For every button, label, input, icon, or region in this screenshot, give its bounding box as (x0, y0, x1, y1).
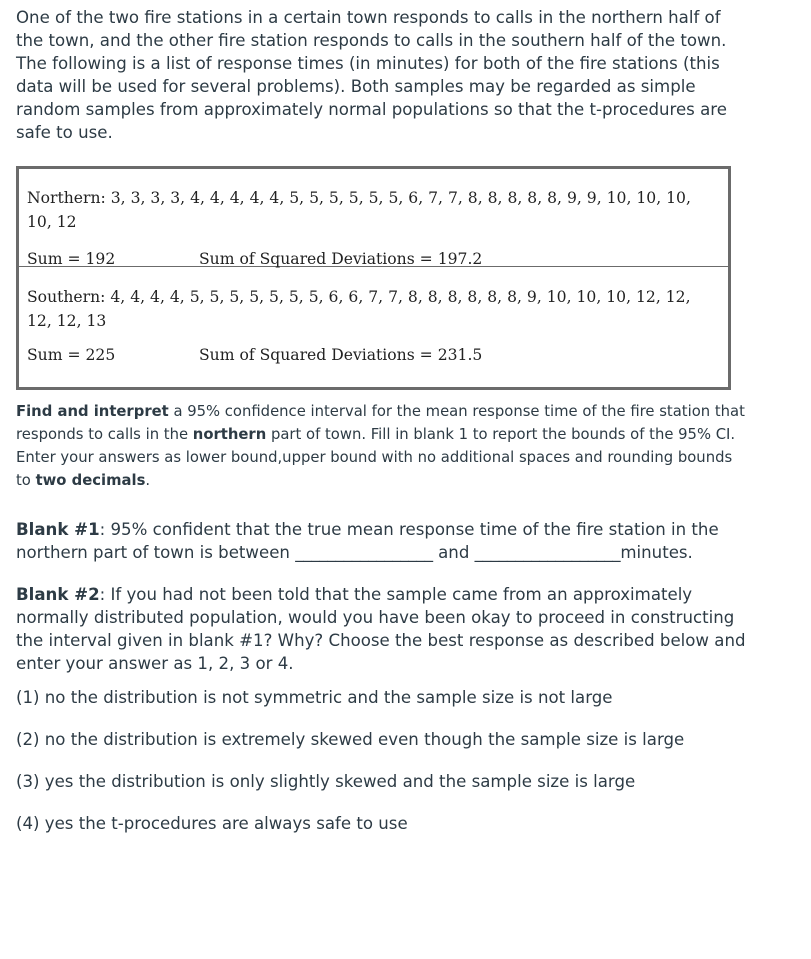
blank-1-text-3: minutes. (620, 543, 693, 562)
blank-1-text-1: : 95% confident that the true mean response time of the fire station in the northern part of town is between (16, 520, 719, 562)
blank-1-text-2: and (432, 543, 475, 562)
data-table (16, 166, 731, 390)
southern-data (27, 267, 720, 333)
blank-1-label: Blank #1 (16, 520, 100, 539)
blank-1-question (16, 518, 746, 564)
northern-stats (27, 249, 720, 269)
southern-label: Southern: (27, 288, 106, 306)
instructions-bold-decimals: two decimals (35, 472, 146, 489)
instructions-text-2: part of town. Fill in blank 1 to report the bounds of the 95% CI. Enter your answers as lower bound,upper bound with no additional spaces and rounding bounds to (16, 426, 736, 489)
northern-sum: Sum = 192 (27, 250, 116, 268)
instructions-paragraph (16, 400, 746, 492)
option-1: (1) no the distribution is not symmetric and the sample size is not large (16, 688, 613, 707)
instructions-bold-northern: northern (192, 426, 267, 443)
northern-section (19, 169, 728, 267)
northern-values: 3, 3, 3, 3, 4, 4, 4, 4, 4, 5, 5, 5, 5, 5, 5, 6, 7, 7, 8, 8, 8, 8, 8, 9, 9, 10, 10, 10, 10, 12 (27, 189, 691, 231)
northern-data (27, 169, 720, 234)
instructions-bold-find: Find and interpret (16, 403, 169, 420)
blank-2-question (16, 583, 746, 675)
southern-values: 4, 4, 4, 4, 5, 5, 5, 5, 5, 5, 5, 6, 6, 7, 7, 8, 8, 8, 8, 8, 8, 9, 10, 10, 10, 12, 12, 12, 12, 13 (27, 288, 691, 330)
southern-ssd: Sum of Squared Deviations = 231.5 (199, 346, 483, 364)
instructions-text-3: . (145, 472, 151, 489)
blank-1-lower-bound-line: _________________ (295, 543, 433, 562)
intro-paragraph: One of the two fire stations in a certain town responds to calls in the northern half of the town, and the other fire station responds to calls in the southern half of the town. The following is a list of response times (in minutes) for both of the fire stations (this data will be used for several problems). Both samples may be regarded as simple random samples from approximately normal populations so that the t-procedures are safe to use. (16, 8, 727, 142)
blank-2-label: Blank #2 (16, 585, 100, 604)
southern-stats (27, 345, 720, 365)
option-4: (4) yes the t-procedures are always safe to use (16, 814, 408, 833)
option-3: (3) yes the distribution is only slightly skewed and the sample size is large (16, 772, 636, 791)
instructions-text-1: a 95% confidence interval for the mean response time of the fire station that responds to calls in the (16, 403, 745, 443)
option-2: (2) no the distribution is extremely skewed even though the sample size is large (16, 730, 685, 749)
blank-1-upper-bound-line: __________________ (474, 543, 621, 562)
southern-section (19, 267, 728, 387)
blank-2-text: : If you had not been told that the sample came from an approximately normally distributed population, would you have been okay to proceed in constructing the interval given in blank #1? Why? Choose the best response as described below and enter your answer as 1, 2, 3 or 4. (16, 585, 746, 673)
northern-label: Northern: (27, 189, 106, 207)
northern-ssd: Sum of Squared Deviations = 197.2 (199, 250, 483, 268)
southern-sum: Sum = 225 (27, 346, 116, 364)
